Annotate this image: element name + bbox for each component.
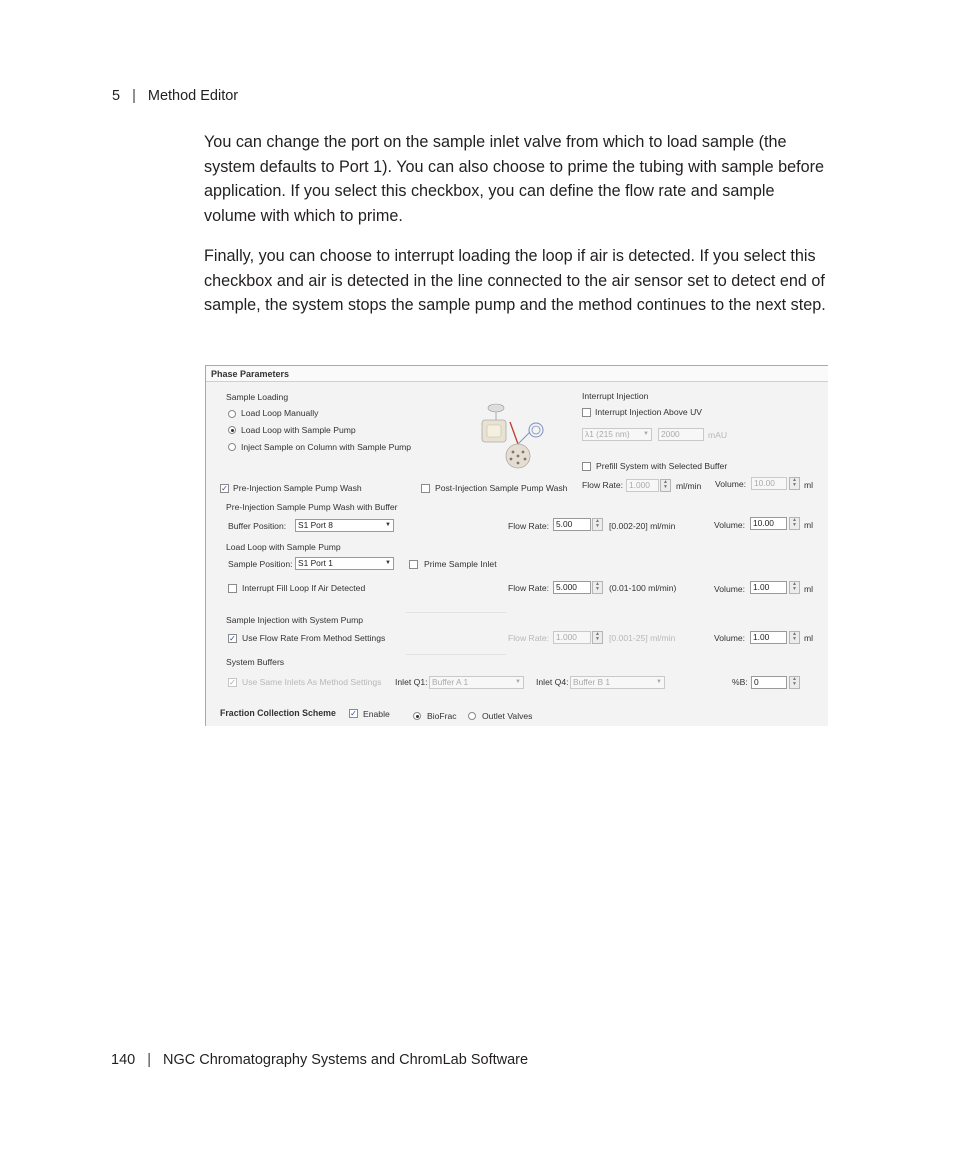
radio-label-biofrac: BioFrac [427,711,457,721]
prefill-volume-unit: ml [804,480,814,490]
radio-label-outlet-valves: Outlet Valves [482,711,533,721]
sample-loading-label: Sample Loading [226,392,289,402]
percent-b-stepper[interactable]: ▲ ▼ [789,676,800,689]
inlet-q4-label: Inlet Q4: [536,677,569,687]
inlet-q4-value: Buffer B 1 [573,677,611,687]
chevron-down-icon: ▼ [643,431,649,437]
inlet-q1-label: Inlet Q1: [395,677,428,687]
load-loop-volume-stepper[interactable]: ▲ ▼ [789,581,800,594]
chevron-down-icon: ▼ [385,560,391,566]
system-pump-flow-rate-stepper[interactable]: ▲ ▼ [592,631,603,644]
system-pump-flow-rate-input[interactable]: 1.000 [553,631,591,644]
threshold-input[interactable]: 2000 [658,428,704,441]
paragraph-1: You can change the port on the sample inlet valve from which to load sample (the system defaults to Port 1). You can also choose to prime the tubing with sample before application. If you select this checkbox, you can define the flow rate and sample volume with which to prime. [204,133,824,225]
fraction-enable-checkbox[interactable]: ✓ [350,709,357,718]
use-same-inlets-checkbox[interactable]: ✓ [229,678,236,687]
running-header [112,88,238,104]
pre-wash-flow-rate-label: Flow Rate: [508,521,550,531]
prefill-system-checkbox[interactable] [582,462,591,471]
load-loop-flow-rate-input[interactable]: 5.000 [553,581,591,594]
interrupt-injection-label: Interrupt Injection [582,391,649,401]
interrupt-fill-loop-text: Interrupt Fill Loop If Air Detected [242,583,366,593]
prefill-flow-rate-input[interactable]: 1.000 [626,479,659,492]
radio-label-load-loop-manually: Load Loop Manually [241,408,319,418]
system-buffers-section-label: System Buffers [226,657,285,667]
system-pump-volume-unit: ml [804,633,814,643]
running-footer [111,1052,528,1068]
radio-load-loop-manually[interactable] [228,410,236,418]
wavelength-value: λ1 (215 nm) [585,429,630,439]
use-same-inlets-text: Use Same Inlets As Method Settings [242,677,382,687]
pre-wash-flow-rate-stepper[interactable]: ▲ ▼ [592,518,603,531]
threshold-unit: mAU [708,430,728,440]
prefill-volume-stepper[interactable]: ▲ ▼ [789,477,800,490]
prefill-flow-rate-unit: ml/min [676,481,702,491]
radio-load-loop-with-sample-pump[interactable] [228,426,236,434]
load-loop-flow-rate-range: (0.01-100 ml/min) [609,583,677,593]
radio-outlet-valves[interactable] [468,712,476,720]
post-injection-wash-text: Post-Injection Sample Pump Wash [435,483,568,493]
divider [406,612,506,613]
load-loop-flow-rate-stepper[interactable]: ▲ ▼ [592,581,603,594]
prime-sample-inlet-checkbox[interactable] [409,560,418,569]
percent-b-label: %B: [732,677,748,687]
use-flow-rate-method-checkbox[interactable]: ✓ [229,634,236,643]
prefill-volume-input[interactable]: 10.00 [751,477,787,490]
use-flow-rate-method-text: Use Flow Rate From Method Settings [242,633,386,643]
interrupt-fill-loop-checkbox[interactable] [228,584,237,593]
panel-title: Phase Parameters [206,366,828,382]
system-pump-section-label: Sample Injection with System Pump [226,615,364,625]
chevron-down-icon: ▼ [515,679,521,685]
load-loop-volume-unit: ml [804,584,814,594]
pre-wash-buffer-section-label: Pre-Injection Sample Pump Wash with Buffer [226,502,398,512]
header-separator: | [132,88,136,104]
buffer-position-label: Buffer Position: [228,521,287,531]
chapter-title: Method Editor [147,88,239,104]
fraction-collection-label: Fraction Collection Scheme [220,708,336,718]
pre-wash-volume-stepper[interactable]: ▲ ▼ [789,517,800,530]
load-loop-volume-label: Volume: [714,584,746,594]
paragraph-2: Finally, you can choose to interrupt loading the loop if air is detected. If you select this checkbox and air is detected in the line connected to the air sensor set to detect end of sample, the system stops the sample pump and the method continues to the next step. [204,247,826,315]
inlet-q4-select[interactable] [570,676,665,689]
book-title: NGC Chromatography Systems and ChromLab Software [162,1052,529,1068]
prime-sample-inlet-text: Prime Sample Inlet [424,559,497,569]
sample-position-label: Sample Position: [228,559,293,569]
buffer-position-value: S1 Port 8 [298,520,333,530]
system-pump-flow-rate-range: [0.001-25] ml/min [609,633,676,643]
radio-label-inject-on-column: Inject Sample on Column with Sample Pump [241,442,412,452]
radio-inject-sample-on-column[interactable] [228,443,236,451]
prefill-flow-rate-stepper[interactable]: ▲ ▼ [660,479,671,492]
load-loop-volume-input[interactable]: 1.00 [750,581,787,594]
pre-wash-volume-label: Volume: [714,520,746,530]
fraction-enable-text: Enable [363,709,390,719]
inlet-q1-value: Buffer A 1 [432,677,469,687]
sample-position-select[interactable] [295,557,394,570]
pre-injection-wash-text: Pre-Injection Sample Pump Wash [233,483,362,493]
interrupt-above-uv-text: Interrupt Injection Above UV [595,407,703,417]
load-loop-section-label: Load Loop with Sample Pump [226,542,341,552]
page-number: 140 [111,1052,136,1068]
interrupt-injection-above-uv-checkbox[interactable] [582,408,591,417]
chevron-down-icon: ▼ [385,522,391,528]
pre-wash-volume-input[interactable]: 10.00 [750,517,787,530]
prefill-volume-label: Volume: [715,479,747,489]
wavelength-select[interactable] [582,428,652,441]
pre-wash-flow-rate-input[interactable]: 5.00 [553,518,591,531]
system-pump-volume-label: Volume: [714,633,746,643]
system-pump-volume-input[interactable]: 1.00 [750,631,787,644]
pre-wash-flow-rate-range: [0.002-20] ml/min [609,521,676,531]
radio-label-load-loop-sample-pump: Load Loop with Sample Pump [241,425,356,435]
sample-position-value: S1 Port 1 [298,558,333,568]
footer-separator: | [147,1052,151,1068]
system-pump-flow-rate-label: Flow Rate: [508,633,550,643]
divider [406,654,506,655]
buffer-position-select[interactable] [295,519,394,532]
pre-wash-volume-unit: ml [804,520,814,530]
pre-injection-wash-checkbox[interactable]: ✓ [221,484,228,493]
load-loop-flow-rate-label: Flow Rate: [508,583,550,593]
inlet-q1-select[interactable] [429,676,524,689]
system-pump-volume-stepper[interactable]: ▲ ▼ [789,631,800,644]
percent-b-input[interactable]: 0 [751,676,787,689]
post-injection-wash-checkbox[interactable] [421,484,430,493]
radio-biofrac[interactable] [413,712,421,720]
phase-parameters-screenshot [205,365,828,726]
prefill-flow-rate-label: Flow Rate: [582,480,624,490]
chapter-number: 5 [112,88,121,104]
sample-pump-valve-illustration [474,400,560,470]
chevron-down-icon: ▼ [656,679,662,685]
prefill-system-text: Prefill System with Selected Buffer [596,461,728,471]
